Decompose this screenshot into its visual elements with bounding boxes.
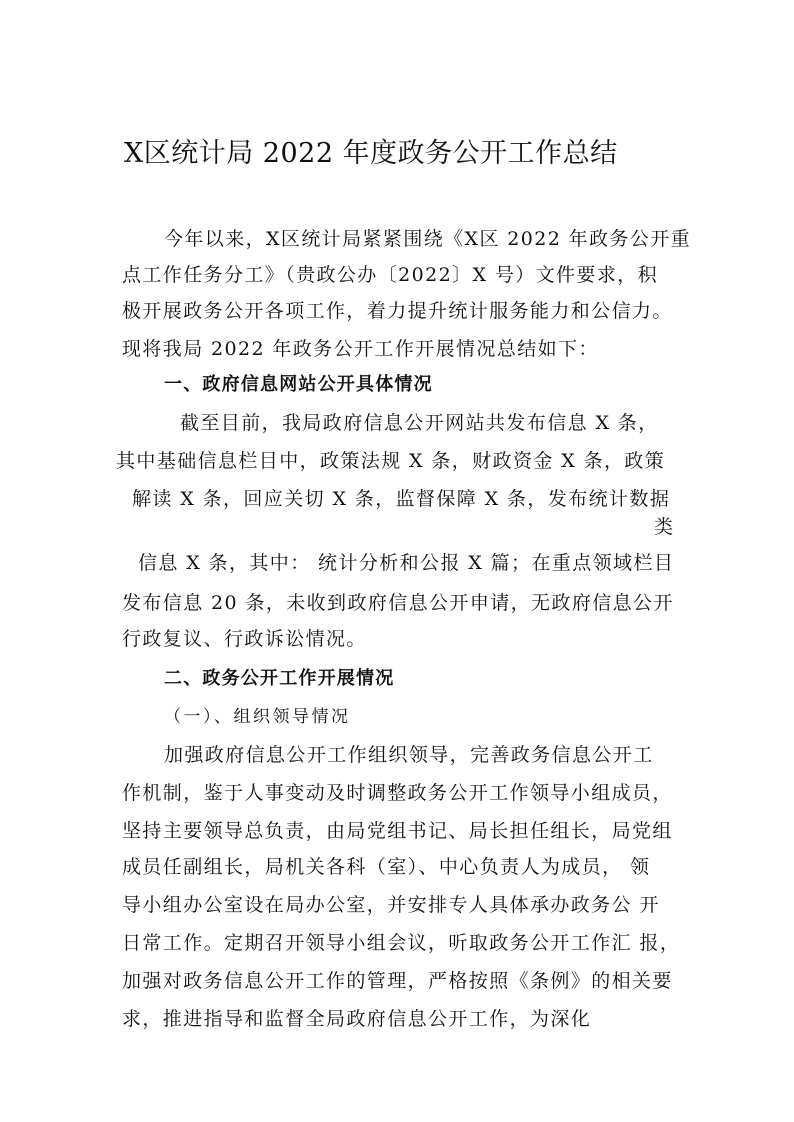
section-2-line-4: 成员任副组长，局机关各科（室）、中心负责人为成员， 领 bbox=[122, 856, 651, 878]
section-2-line-7: 加强对政务信息公开工作的管理，严格按照《条例》的相关要 bbox=[122, 970, 673, 992]
section-1-line-3: 解读 X 条，回应关切 X 条，监督保障 X 条，发布统计数据 bbox=[132, 488, 671, 510]
section-1-line-1: 截至目前，我局政府信息公开网站共发布信息 X 条， bbox=[180, 412, 659, 434]
section-2-line-6: 日常工作。定期召开领导小组会议，听取政务公开工作汇 报， bbox=[122, 932, 681, 954]
section-1-line-5: 信息 X 条，其中： 统计分析和公报 X 篇；在重点领域栏目 bbox=[138, 552, 675, 574]
document-title: X区统计局 2022 年度政务公开工作总结 bbox=[124, 138, 618, 169]
section-1-line-7: 行政复议、行政诉讼情况。 bbox=[122, 628, 367, 650]
intro-line-1: 今年以来，X区统计局紧紧围绕《X区 2022 年政务公开重 bbox=[164, 228, 692, 250]
section-2-line-1: 加强政府信息公开工作组织领导，完善政务信息公开工 bbox=[164, 744, 654, 766]
intro-line-2: 点工作任务分工》（贵政公办〔2022〕X 号）文件要求，积 bbox=[122, 264, 659, 286]
section-2-line-8: 求，推进指导和监督全局政府信息公开工作，为深化 bbox=[122, 1008, 592, 1030]
intro-line-3: 极开展政务公开各项工作，着力提升统计服务能力和公信力。 bbox=[122, 300, 673, 322]
section-1-line-4: 类 bbox=[654, 516, 675, 538]
intro-line-4: 现将我局 2022 年政务公开工作开展情况总结如下： bbox=[122, 338, 599, 360]
section-2-heading: 二、政务公开工作开展情况 bbox=[164, 668, 395, 689]
section-2-line-3: 坚持主要领导总负责，由局党组书记、局长担任组长，局党组 bbox=[122, 820, 673, 842]
section-2-line-5: 导小组办公室设在局办公室，并安排专人具体承办政务公 开 bbox=[122, 894, 660, 916]
section-2-line-2: 作机制，鉴于人事变动及时调整政务公开工作领导小组成员， bbox=[122, 782, 673, 804]
section-1-line-2: 其中基础信息栏目中，政策法规 X 条，财政资金 X 条，政策 bbox=[116, 450, 666, 472]
section-2-subheading: （一）、组织领导情况 bbox=[164, 707, 351, 727]
section-1-heading: 一、政府信息网站公开具体情况 bbox=[164, 374, 433, 395]
section-1-line-6: 发布信息 20 条，未收到政府信息公开申请，无政府信息公开 bbox=[122, 592, 674, 614]
